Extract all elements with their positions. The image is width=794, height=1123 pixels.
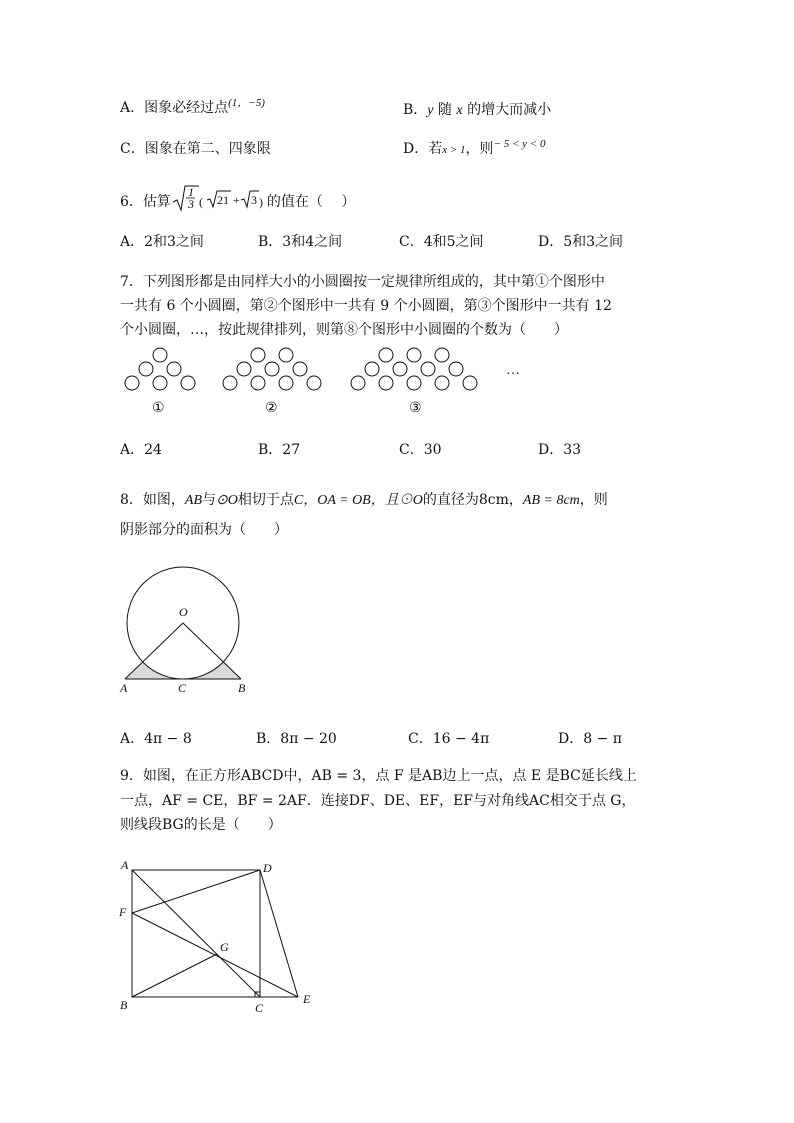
q8-option-d: D．8 − π	[558, 731, 622, 747]
q5-option-b-mid: 随	[433, 102, 457, 118]
q6-option-b: B．3和4之间	[258, 234, 343, 250]
q7-option-b: B．27	[258, 442, 301, 458]
q7-circle-patterns	[118, 342, 538, 422]
q7-line-3: 个小圆圈，…，按此规律排列，则第⑧个图形中小圆圈的个数为（ ）	[120, 322, 568, 338]
q9-figure	[112, 852, 332, 1022]
q8-ab: AB	[184, 493, 203, 508]
q6-radical-svg	[171, 184, 267, 214]
q9-line-1: 9．如图，在正方形ABCD中，AB = 3，点 F 是AB边上一点，点 E 是BC延长线上	[120, 768, 637, 784]
q5-option-c-text: C．图象在第二、四象限	[120, 141, 271, 157]
q7-label-3: ③	[409, 401, 422, 416]
q8-label-b: B	[238, 681, 246, 695]
q8-line-1	[120, 490, 608, 511]
q5-option-b-var-y: y	[427, 103, 434, 118]
q6-expression	[171, 185, 267, 212]
q6-option-a: A．2和3之间	[120, 234, 204, 250]
q9-segment-de	[260, 870, 298, 997]
svg-text:21: 21	[216, 193, 229, 207]
q8-option-a: A．4π − 8	[120, 731, 192, 747]
q9-label-e: E	[303, 992, 311, 1006]
q6-stem	[120, 185, 356, 212]
q9-diagonal-ac	[132, 870, 260, 997]
q8-prefix: 8．如图，	[120, 492, 185, 508]
q8-diameter: 的直径为8cm，	[422, 492, 523, 508]
q5-option-a-text: A．图象必经过点	[120, 100, 229, 116]
q7-line-2: 一共有 6 个小圆圈，第②个图形中一共有 9 个小圆圈，第③个图形中一共有 12	[120, 298, 612, 314]
q7-option-c: C．30	[399, 442, 442, 458]
q6-stem-suffix: 的值在（ ）	[266, 194, 356, 210]
svg-text:1: 1	[187, 185, 194, 199]
q5-option-d	[403, 139, 545, 160]
svg-text:+: +	[232, 193, 240, 207]
q8-then: ，则	[579, 492, 608, 508]
q5-option-d-result: − 5 < y < 0	[493, 138, 546, 150]
q9-label-g: G	[220, 940, 229, 954]
q8-with: 与	[202, 492, 217, 508]
q6-stem-prefix: 6．估算	[120, 194, 171, 210]
q6-option-d: D．5和3之间	[538, 234, 624, 250]
q5-option-b-suffix: 的增大而减小	[462, 102, 552, 118]
q7-figure-1	[125, 348, 195, 390]
q7-option-d: D．33	[538, 442, 582, 458]
q5-option-c	[120, 139, 271, 159]
svg-text:(: (	[198, 195, 203, 209]
q8-ab-length: AB = 8cm	[522, 493, 580, 508]
q8-circle-o: ⊙O	[216, 493, 238, 508]
q7-label-1: ①	[152, 401, 165, 416]
q9-segment-df	[132, 870, 260, 913]
svg-text:3: 3	[187, 197, 194, 211]
q5-option-a-point: (1，−5)	[228, 97, 265, 109]
q9-label-c: C	[255, 1001, 264, 1015]
q8-line-2: 阴影部分的面积为（ ）	[120, 522, 288, 538]
svg-text:): )	[258, 195, 263, 209]
q8-figure	[112, 560, 262, 700]
q8-label-o: O	[179, 605, 188, 619]
q7-figure-2	[223, 348, 321, 390]
q9-label-f: F	[119, 905, 127, 919]
q9-label-b: B	[120, 998, 128, 1012]
q7-figure-3	[351, 348, 477, 390]
q8-option-b: B．8π − 20	[256, 731, 337, 747]
q5-option-b	[403, 100, 551, 121]
svg-text:3: 3	[250, 193, 257, 207]
q6-option-c: C．4和5之间	[399, 234, 484, 250]
q8-condition: ，OA = OB，且	[303, 493, 399, 508]
q8-label-a: A	[120, 681, 128, 695]
q5-option-d-condition: x > 1	[442, 144, 466, 156]
q9-line-3: 则线段BG的长是（ ）	[120, 817, 282, 833]
q7-option-a: A．24	[120, 442, 162, 458]
q8-tangent: 相切于点	[237, 492, 294, 508]
q8-point-c: C	[293, 493, 304, 508]
q5-option-d-prefix: D．若	[403, 141, 443, 157]
q5-option-a	[120, 98, 265, 119]
q8-option-c: C．16 − 4π	[408, 731, 490, 747]
q5-option-b-var-x: x	[456, 103, 463, 118]
q9-label-d: D	[263, 861, 272, 875]
q8-circle-o-2: ⊙O	[398, 493, 423, 508]
q8-label-c: C	[178, 681, 187, 695]
q9-segment-bg	[132, 954, 217, 997]
q9-line-2: 一点，AF = CE，BF = 2AF．连接DF、DE、EF，EF与对角线AC相交于点 G，	[120, 793, 636, 809]
q9-label-a: A	[121, 858, 129, 872]
q7-ellipsis: …	[506, 363, 520, 378]
q7-label-2: ②	[265, 401, 278, 416]
q5-option-d-mid: ，则	[465, 141, 494, 157]
q7-line-1: 7．下列图形都是由同样大小的小圆圈按一定规律所组成的，其中第①个图形中	[120, 274, 605, 290]
q5-option-b-prefix: B．	[403, 102, 428, 118]
